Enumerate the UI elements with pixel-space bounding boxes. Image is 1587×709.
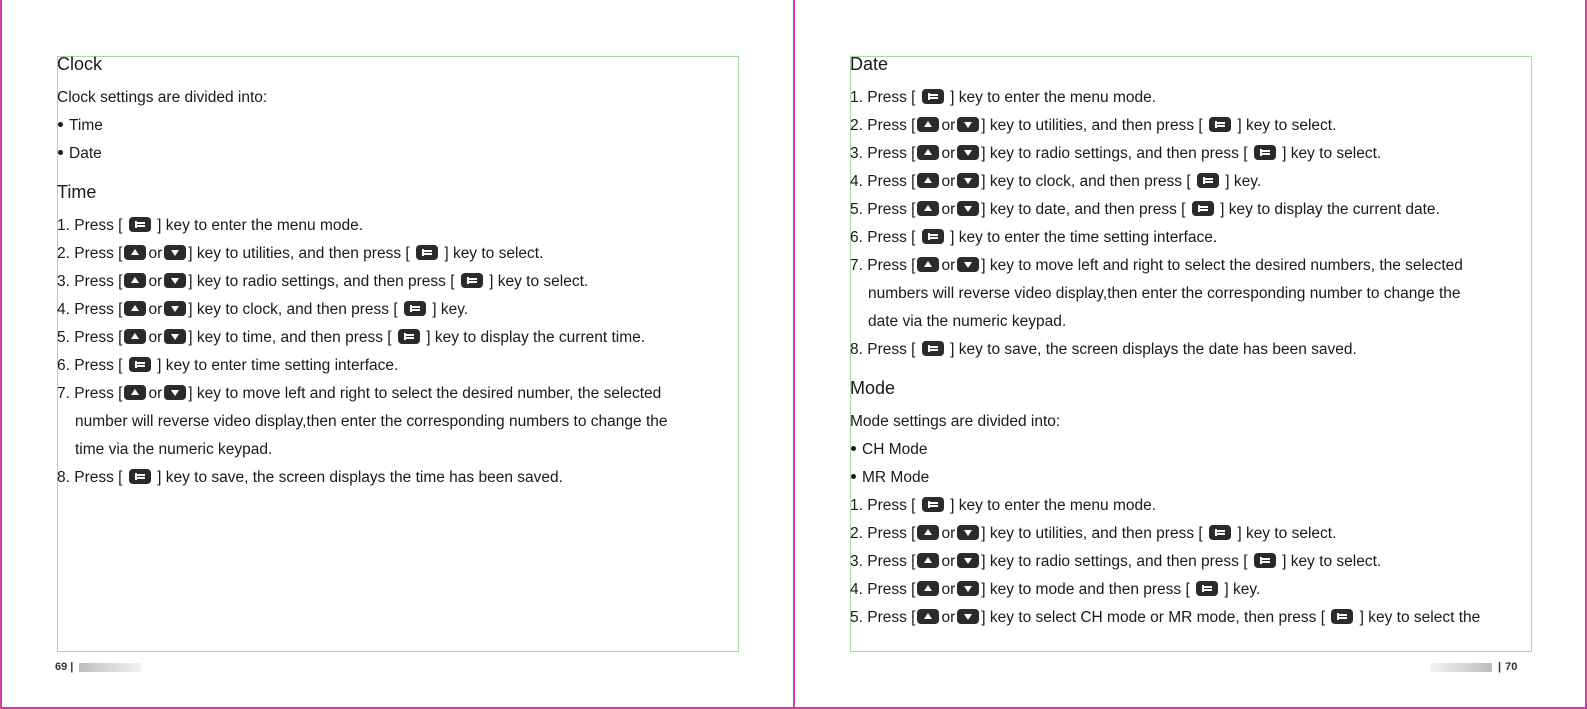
mode-intro: Mode settings are divided into: [850, 413, 1061, 430]
step-text: ] key to select. [1282, 145, 1382, 162]
step-text: or [941, 117, 956, 134]
date-step-6 [850, 226, 1550, 254]
menu-key-icon [129, 469, 151, 484]
menu-key-icon [398, 329, 420, 344]
step-text: ] key to radio settings, and then press [ [981, 553, 1248, 570]
step-text: Press [ [867, 341, 916, 358]
down-key-icon [957, 145, 979, 160]
step-text: Press [ [867, 581, 916, 598]
up-key-icon [917, 609, 939, 624]
step-text: ] key to select CH mode or MR mode, then press [ [981, 609, 1325, 626]
footer-gradient-bar [79, 663, 141, 672]
clock-intro: Clock settings are divided into: [57, 89, 268, 106]
menu-key-icon [922, 497, 944, 512]
step-number: 3. [850, 145, 863, 162]
step-text: ] key. [1225, 173, 1262, 190]
up-key-icon [917, 145, 939, 160]
time-step-3 [57, 270, 757, 298]
step-text: or [941, 257, 956, 274]
menu-key-icon [461, 273, 483, 288]
up-key-icon [917, 173, 939, 188]
mode-step-4 [850, 578, 1550, 606]
list-item-label: CH Mode [862, 441, 928, 458]
up-key-icon [917, 201, 939, 216]
menu-key-icon [922, 89, 944, 104]
time-step-1 [57, 214, 757, 242]
down-key-icon [957, 201, 979, 216]
date-step-4 [850, 170, 1550, 198]
up-key-icon [124, 301, 146, 316]
step-text: Press [ [867, 201, 916, 218]
menu-key-icon [1197, 173, 1219, 188]
down-key-icon [164, 245, 186, 260]
menu-key-icon [1254, 145, 1276, 160]
step-text: ] key to utilities, and then press [ [981, 117, 1203, 134]
list-item [850, 438, 1550, 466]
step-number: 2. [850, 117, 863, 134]
date-step-7-cont1: numbers will reverse video display,then enter the corresponding number to change the [868, 285, 1461, 302]
date-step-7-cont2: date via the numeric keypad. [868, 313, 1067, 330]
footer-divider: | [70, 661, 74, 673]
up-key-icon [124, 245, 146, 260]
menu-key-icon [129, 357, 151, 372]
step-text: Press [ [867, 525, 916, 542]
step-number: 6. [57, 357, 70, 374]
bullet-icon [58, 150, 63, 155]
down-key-icon [957, 525, 979, 540]
footer-divider: | [1498, 661, 1502, 673]
down-key-icon [957, 581, 979, 596]
step-text: or [941, 525, 956, 542]
step-text: ] key to select the [1359, 609, 1481, 626]
trim-line-left [0, 0, 2, 709]
step-text: Press [ [867, 609, 916, 626]
step-text: Press [ [867, 117, 916, 134]
down-key-icon [957, 553, 979, 568]
step-number: 4. [850, 173, 863, 190]
step-text: Press [ [867, 257, 916, 274]
step-text: ] key to select. [444, 245, 544, 262]
step-text: ] key to enter the menu mode. [157, 217, 364, 234]
step-text: Press [ [74, 217, 123, 234]
step-text: ] key to save, the screen displays the date has been saved. [950, 341, 1357, 358]
date-step-3 [850, 142, 1550, 170]
step-text: ] key to enter the menu mode. [950, 89, 1157, 106]
bullet-icon [58, 122, 63, 127]
list-item [57, 142, 757, 170]
left-page [57, 52, 757, 494]
step-text: or [941, 553, 956, 570]
step-text: ] key to radio settings, and then press [ [188, 273, 455, 290]
footer-gradient-bar [1430, 663, 1492, 672]
time-heading: Time [57, 182, 97, 202]
up-key-icon [917, 581, 939, 596]
mode-step-5 [850, 606, 1550, 634]
step-text: or [148, 245, 163, 262]
bullet-icon [851, 474, 856, 479]
step-text: Press [ [74, 385, 123, 402]
right-page [850, 52, 1550, 634]
step-text: ] key to mode and then press [ [981, 581, 1190, 598]
step-text: or [148, 273, 163, 290]
menu-key-icon [1331, 609, 1353, 624]
step-number: 8. [57, 469, 70, 486]
step-text: Press [ [74, 273, 123, 290]
step-text: or [941, 581, 956, 598]
mode-step-2 [850, 522, 1550, 550]
up-key-icon [124, 329, 146, 344]
time-step-6 [57, 354, 757, 382]
mode-step-3 [850, 550, 1550, 578]
down-key-icon [957, 117, 979, 132]
time-step-8 [57, 466, 757, 494]
step-number: 8. [850, 341, 863, 358]
mode-heading: Mode [850, 378, 896, 398]
page-footer-right [1430, 661, 1517, 673]
time-step-4 [57, 298, 757, 326]
step-text: ] key to move left and right to select the desired number, the selected [188, 385, 662, 402]
step-text: ] key to select. [1282, 553, 1382, 570]
step-text: ] key to clock, and then press [ [188, 301, 398, 318]
step-text: ] key to move left and right to select the desired numbers, the selected [981, 257, 1463, 274]
step-number: 4. [850, 581, 863, 598]
down-key-icon [164, 301, 186, 316]
list-item-label: MR Mode [862, 469, 930, 486]
step-text: ] key to display the current date. [1220, 201, 1440, 218]
step-number: 1. [850, 89, 863, 106]
menu-key-icon [922, 229, 944, 244]
up-key-icon [917, 525, 939, 540]
time-step-7-cont2: time via the numeric keypad. [75, 441, 273, 458]
up-key-icon [124, 273, 146, 288]
time-step-7-cont1: number will reverse video display,then enter the corresponding numbers to change the [75, 413, 668, 430]
step-text: or [941, 173, 956, 190]
step-text: ] key to display the current time. [426, 329, 646, 346]
step-number: 3. [850, 553, 863, 570]
step-number: 4. [57, 301, 70, 318]
down-key-icon [164, 385, 186, 400]
menu-key-icon [1192, 201, 1214, 216]
step-text: Press [ [867, 553, 916, 570]
list-item-label: Time [69, 117, 103, 134]
step-text: Press [ [74, 245, 123, 262]
up-key-icon [917, 553, 939, 568]
down-key-icon [957, 173, 979, 188]
step-text: Press [ [74, 301, 123, 318]
step-text: Press [ [867, 173, 916, 190]
up-key-icon [917, 117, 939, 132]
time-step-2 [57, 242, 757, 270]
menu-key-icon [1209, 525, 1231, 540]
down-key-icon [957, 609, 979, 624]
step-text: ] key to utilities, and then press [ [981, 525, 1203, 542]
time-step-5 [57, 326, 757, 354]
step-number: 5. [850, 609, 863, 626]
step-text: ] key to clock, and then press [ [981, 173, 1191, 190]
step-number: 5. [850, 201, 863, 218]
step-number: 7. [850, 257, 863, 274]
date-step-1 [850, 86, 1550, 114]
step-number: 1. [850, 497, 863, 514]
step-text: ] key to enter time setting interface. [157, 357, 399, 374]
date-heading: Date [850, 54, 889, 74]
step-text: Press [ [74, 357, 123, 374]
list-item-label: Date [69, 145, 102, 162]
date-step-2 [850, 114, 1550, 142]
down-key-icon [957, 257, 979, 272]
up-key-icon [124, 385, 146, 400]
step-text: ] key to enter the time setting interface. [950, 229, 1218, 246]
step-number: 1. [57, 217, 70, 234]
page-number: 69 [55, 661, 68, 673]
down-key-icon [164, 329, 186, 344]
menu-key-icon [129, 217, 151, 232]
step-text: or [148, 329, 163, 346]
step-text: or [941, 201, 956, 218]
step-text: ] key to save, the screen displays the time has been saved. [157, 469, 563, 486]
step-number: 7. [57, 385, 70, 402]
step-text: ] key to date, and then press [ [981, 201, 1186, 218]
step-number: 5. [57, 329, 70, 346]
step-text: Press [ [867, 229, 916, 246]
menu-key-icon [416, 245, 438, 260]
trim-line-center [793, 0, 795, 709]
step-text: ] key to select. [1237, 525, 1337, 542]
step-text: Press [ [867, 145, 916, 162]
step-text: ] key to enter the menu mode. [950, 497, 1157, 514]
step-text: or [148, 301, 163, 318]
step-text: or [148, 385, 163, 402]
menu-key-icon [922, 341, 944, 356]
step-text: ] key. [1224, 581, 1261, 598]
page-number: 70 [1505, 661, 1518, 673]
list-item [57, 114, 757, 142]
step-number: 6. [850, 229, 863, 246]
step-text: ] key. [432, 301, 469, 318]
menu-key-icon [404, 301, 426, 316]
menu-key-icon [1254, 553, 1276, 568]
step-text: ] key to time, and then press [ [188, 329, 392, 346]
step-text: ] key to radio settings, and then press [ [981, 145, 1248, 162]
menu-key-icon [1209, 117, 1231, 132]
bullet-icon [851, 446, 856, 451]
step-text: ] key to select. [1237, 117, 1337, 134]
clock-heading: Clock [57, 54, 103, 74]
step-text: Press [ [74, 329, 123, 346]
step-number: 2. [57, 245, 70, 262]
list-item [850, 466, 1550, 494]
step-text: or [941, 145, 956, 162]
up-key-icon [917, 257, 939, 272]
date-step-7 [850, 254, 1550, 282]
page-footer-left [55, 661, 141, 673]
down-key-icon [164, 273, 186, 288]
step-text: Press [ [74, 469, 123, 486]
mode-step-1 [850, 494, 1550, 522]
step-text: Press [ [867, 89, 916, 106]
step-text: ] key to utilities, and then press [ [188, 245, 410, 262]
step-number: 2. [850, 525, 863, 542]
menu-key-icon [1196, 581, 1218, 596]
step-number: 3. [57, 273, 70, 290]
step-text: or [941, 609, 956, 626]
date-step-5 [850, 198, 1550, 226]
date-step-8 [850, 338, 1550, 366]
step-text: ] key to select. [489, 273, 589, 290]
time-step-7 [57, 382, 757, 410]
step-text: Press [ [867, 497, 916, 514]
